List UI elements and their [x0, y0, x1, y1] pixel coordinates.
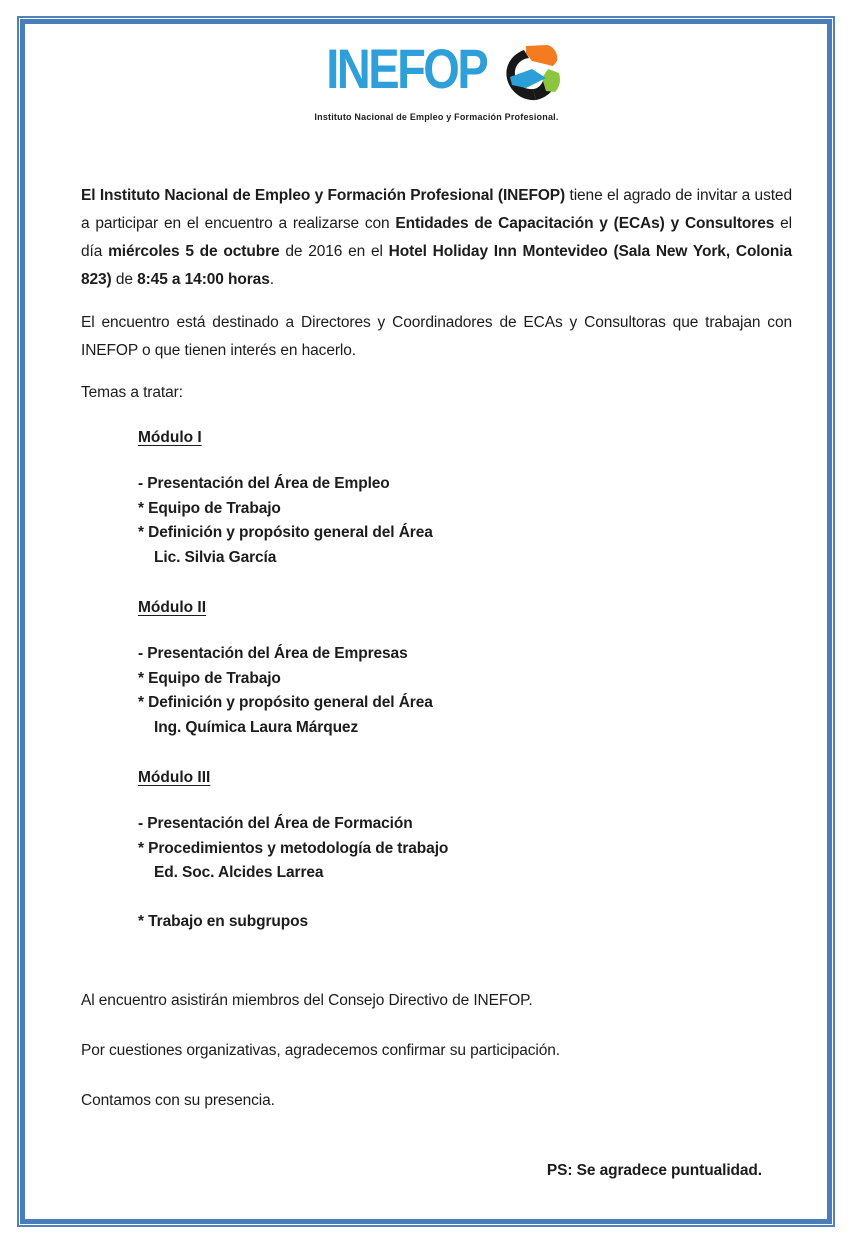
inefop-knot-icon — [502, 44, 562, 111]
intro-run: tiene el agrado de invitar a usted a participar en el encuentro a realizarse con — [81, 187, 792, 232]
inefop-logo — [81, 37, 792, 122]
module-lines — [138, 472, 792, 570]
module-line: * Definición y propósito general del Área — [138, 524, 433, 541]
module-title: Módulo I — [138, 429, 202, 446]
presenter-line: Lic. Silvia García — [154, 548, 277, 566]
module-line: - Presentación del Área de Formación — [138, 815, 413, 832]
module-line: - Presentación del Área de Empleo — [138, 475, 390, 492]
logo-row — [311, 37, 562, 111]
intro-run: de — [111, 271, 138, 288]
intro-run: miércoles 5 de octubre — [108, 243, 280, 260]
farewell-paragraph: Contamos con su presencia. — [81, 1092, 275, 1109]
module-line: * Equipo de Trabajo — [138, 499, 281, 517]
attendees-paragraph: Al encuentro asistirán miembros del Consejo Directivo de INEFOP. — [81, 992, 533, 1009]
page-border — [17, 16, 835, 1227]
intro-paragraph — [81, 182, 792, 294]
module-line: * Procedimientos y metodología de trabajo — [138, 839, 449, 857]
module-title: Módulo III — [138, 769, 211, 786]
intro-run: . — [269, 271, 274, 288]
modules-section — [138, 426, 792, 934]
presenter-line: Ed. Soc. Alcides Larrea — [154, 864, 324, 881]
intro-run: 8:45 a 14:00 horas — [137, 271, 270, 288]
intro-run: de 2016 en el — [279, 243, 389, 260]
intro-run: El Instituto Nacional de Empleo y Formación Profesional (INEFOP) — [81, 187, 566, 204]
module-2 — [138, 596, 792, 740]
logo-tagline: Instituto Nacional de Empleo y Formación Profesional. — [314, 112, 559, 122]
module-3 — [138, 766, 792, 886]
intro-run: el día — [81, 215, 792, 260]
page-border-inner — [20, 19, 832, 1224]
module-line: - Presentación del Área de Empresas — [138, 645, 408, 662]
module-lines — [138, 642, 792, 740]
module-line: * Definición y propósito general del Área — [138, 694, 433, 711]
intro-run: Hotel Holiday Inn Montevideo (Sala New York, Colonia 823) — [81, 243, 792, 288]
document-content — [25, 24, 827, 1185]
presenter-line: Ing. Química Laura Márquez — [154, 718, 359, 736]
intro-run: Entidades de Capacitación y (ECAs) y Consultores — [395, 215, 775, 232]
module-lines — [138, 812, 792, 886]
ps-note: PS: Se agradece puntualidad. — [546, 1162, 762, 1179]
confirmation-paragraph: Por cuestiones organizativas, agradecemos confirmar su participación. — [81, 1042, 561, 1059]
audience-paragraph: El encuentro está destinado a Directores y Coordinadores de ECAs y Consultoras que trabajan con INEFOP o que tienen interés en hacerlo. — [81, 314, 792, 359]
module-title: Módulo II — [138, 599, 207, 616]
workshop-line: * Trabajo en subgrupos — [138, 912, 309, 930]
module-line: * Equipo de Trabajo — [138, 669, 281, 687]
logo-wordmark: INEFOP — [326, 37, 486, 100]
module-1 — [138, 426, 792, 570]
topics-label: Temas a tratar: — [81, 384, 183, 401]
